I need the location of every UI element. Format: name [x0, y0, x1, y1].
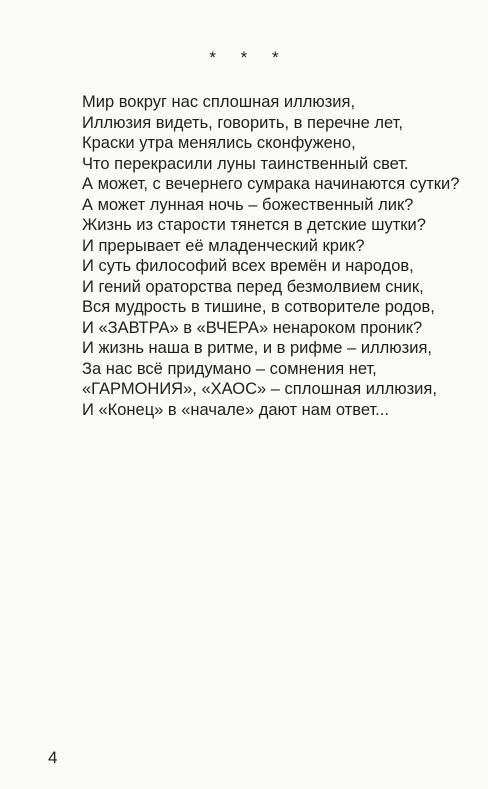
poem-line: Краски утра менялись сконфужено, [82, 134, 356, 152]
poem-line: А может лунная ночь – божественный лик? [82, 195, 414, 214]
poem-line: «ГАРМОНИЯ», «ХАОС» – сплошная иллюзия, [82, 380, 437, 398]
page-number: 4 [48, 748, 58, 767]
poem-line: Что перекрасили луны таинственный свет. [82, 154, 409, 173]
poem-text [82, 92, 482, 420]
poem-line: И «Конец» в «начале» дают нам ответ... [82, 400, 389, 419]
poem-line: И суть философий всех времён и народов, [82, 257, 414, 275]
poem-line: И жизнь наша в ритме, и в рифме – иллюзия, [82, 339, 432, 357]
poem-line: А может, с вечернего сумрака начинаются сутки? [82, 175, 460, 193]
poem-line: Иллюзия видеть, говорить, в перечне лет, [82, 113, 403, 132]
poem-line: Жизнь из старости тянется в детские шутки? [82, 216, 426, 234]
poem-line: Мир вокруг нас сплошная иллюзия, [82, 93, 356, 111]
section-separator: * * * [209, 48, 289, 67]
poem-line: Вся мудрость в тишине, в сотворителе родов, [82, 298, 435, 316]
poem-line: За нас всё придумано – сомнения нет, [82, 359, 377, 378]
poem-line: И гений ораторства перед безмолвием сник, [82, 277, 424, 296]
poem-line: И прерывает её младенческий крик? [82, 236, 365, 255]
poem-line: И «ЗАВТРА» в «ВЧЕРА» ненароком проник? [82, 318, 423, 337]
